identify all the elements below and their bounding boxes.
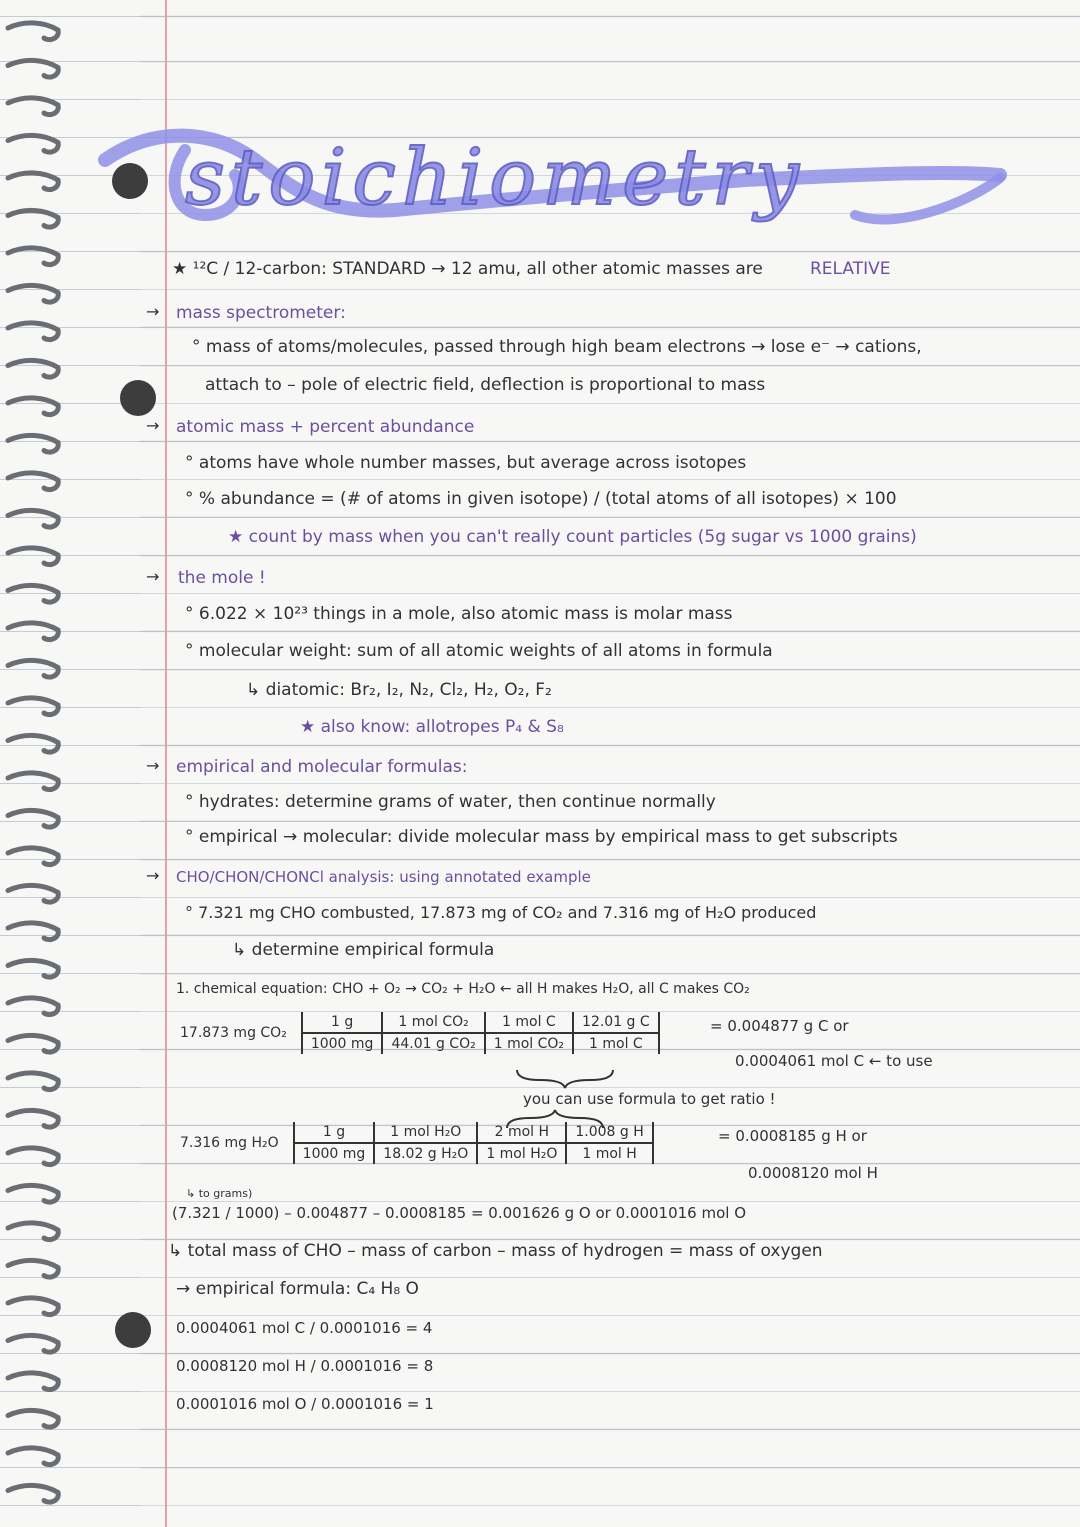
note-line: ° 6.022 × 10²³ things in a mole, also atomic mass is molar mass <box>185 604 733 624</box>
note-line: attach to – pole of electric field, deflection is proportional to mass <box>205 375 766 395</box>
co2-conversion-table <box>172 1012 660 1054</box>
note-line: 0.0004061 mol C / 0.0001016 = 4 <box>176 1319 433 1337</box>
spiral-coil <box>8 1410 58 1427</box>
bullet-arrow: → <box>146 567 160 586</box>
spiral-coil <box>8 1035 58 1052</box>
spiral-coil <box>8 60 58 77</box>
punch-hole-bottom <box>115 1312 151 1348</box>
section-heading: CHO/CHON/CHONCl analysis: using annotated example <box>176 868 591 886</box>
calc-result: = 0.0008185 g H or <box>718 1127 867 1145</box>
calc-start: 17.873 mg CO₂ <box>180 1025 287 1041</box>
calc-numerator: 1.008 g H <box>566 1122 652 1143</box>
note-line: ↳ determine empirical formula <box>232 940 495 960</box>
note-line: 0.0008120 mol H / 0.0001016 = 8 <box>176 1357 434 1375</box>
bullet-arrow: → <box>146 302 160 321</box>
calc-denominator: 1 mol C <box>573 1033 659 1054</box>
spiral-coil <box>8 98 58 115</box>
spiral-coil <box>8 735 58 752</box>
spiral-coil <box>8 1260 58 1277</box>
spiral-coil <box>8 773 58 790</box>
spiral-binding <box>0 0 70 1527</box>
calc-numerator: 1 mol CO₂ <box>382 1012 484 1033</box>
note-line: ↳ diatomic: Br₂, I₂, N₂, Cl₂, H₂, O₂, F₂ <box>246 680 552 700</box>
calc-denominator: 18.02 g H₂O <box>374 1143 477 1164</box>
spiral-coil <box>8 660 58 677</box>
star-note: ★ count by mass when you can't really count particles (5g sugar vs 1000 grains) <box>228 527 917 547</box>
note-line-emphasis: RELATIVE <box>810 259 891 279</box>
spiral-coil <box>8 173 58 190</box>
note-line: ° empirical → molecular: divide molecular mass by empirical mass to get subscripts <box>185 827 898 847</box>
spiral-coil <box>8 360 58 377</box>
spiral-coil <box>8 135 58 152</box>
section-heading: mass spectrometer: <box>176 303 346 323</box>
spiral-coil <box>8 585 58 602</box>
spiral-coil <box>8 435 58 452</box>
bullet-arrow: → <box>146 756 160 775</box>
margin-note: ↳ to grams) <box>186 1187 253 1200</box>
bullet-arrow: → <box>146 416 160 435</box>
spiral-coil <box>8 1073 58 1090</box>
calc-denominator: 1 mol H₂O <box>477 1143 566 1164</box>
spiral-coil <box>8 848 58 865</box>
spiral-coil <box>8 623 58 640</box>
note-line: ° atoms have whole number masses, but average across isotopes <box>185 453 747 473</box>
bullet-arrow: → <box>146 866 160 885</box>
spiral-coil <box>8 1298 58 1315</box>
calc-result: = 0.004877 g C or <box>710 1017 849 1035</box>
note-line: (7.321 / 1000) – 0.004877 – 0.0008185 = 0.001626 g O or 0.0001016 mol O <box>172 1204 747 1222</box>
spiral-coil <box>8 1148 58 1165</box>
curly-brace <box>515 1068 615 1090</box>
calc-numerator: 1 g <box>294 1122 375 1143</box>
section-heading: atomic mass + percent abundance <box>176 417 475 437</box>
star-note: ★ also know: allotropes P₄ & S₈ <box>300 717 564 737</box>
spiral-coil <box>8 210 58 227</box>
spiral-coil <box>8 1110 58 1127</box>
calc-denominator: 1000 mg <box>294 1143 375 1164</box>
note-line: ★ ¹²C / 12-carbon: STANDARD → 12 amu, all other atomic masses are <box>172 259 763 279</box>
calc-denominator: 1000 mg <box>302 1033 383 1054</box>
spiral-coil <box>8 698 58 715</box>
note-line: ° molecular weight: sum of all atomic weights of all atoms in formula <box>185 641 773 661</box>
spiral-coil <box>8 323 58 340</box>
punch-hole-middle <box>120 380 156 416</box>
section-heading: the mole ! <box>178 568 266 588</box>
note-line: you can use formula to get ratio ! <box>523 1090 776 1108</box>
spiral-coil <box>8 285 58 302</box>
note-line: ° hydrates: determine grams of water, then continue normally <box>185 792 716 812</box>
calc-numerator: 12.01 g C <box>573 1012 659 1033</box>
note-line: ° mass of atoms/molecules, passed through high beam electrons → lose e⁻ → cations, <box>192 337 922 357</box>
calc-result: 0.0008120 mol H <box>748 1164 878 1182</box>
page-title: stoichiometry <box>185 133 805 223</box>
spiral-coil <box>8 885 58 902</box>
spiral-coil <box>8 1185 58 1202</box>
calc-numerator: 1 mol C <box>485 1012 573 1033</box>
calc-start: 7.316 mg H₂O <box>180 1135 279 1151</box>
spiral-coil <box>8 1485 58 1502</box>
note-line: ° 7.321 mg CHO combusted, 17.873 mg of CO₂ and 7.316 mg of H₂O produced <box>185 903 817 922</box>
spiral-coil <box>8 473 58 490</box>
spiral-coil <box>8 923 58 940</box>
calc-denominator: 1 mol CO₂ <box>485 1033 573 1054</box>
h2o-conversion-table <box>172 1122 654 1164</box>
spiral-coil <box>8 248 58 265</box>
spiral-coil <box>8 548 58 565</box>
calc-denominator: 1 mol H <box>566 1143 652 1164</box>
calc-denominator: 44.01 g CO₂ <box>382 1033 484 1054</box>
spiral-coil <box>8 1223 58 1240</box>
spiral-coil <box>8 960 58 977</box>
note-line: ↳ total mass of CHO – mass of carbon – mass of hydrogen = mass of oxygen <box>168 1241 823 1261</box>
calc-numerator: 2 mol H <box>477 1122 566 1143</box>
spiral-coil <box>8 510 58 527</box>
spiral-coil <box>8 1335 58 1352</box>
spiral-coil <box>8 23 58 40</box>
note-line: 0.0001016 mol O / 0.0001016 = 1 <box>176 1395 434 1413</box>
spiral-coil <box>8 398 58 415</box>
calc-numerator: 1 mol H₂O <box>374 1122 477 1143</box>
spiral-coil <box>8 1373 58 1390</box>
calc-numerator: 1 g <box>302 1012 383 1033</box>
note-line: ° % abundance = (# of atoms in given isotope) / (total atoms of all isotopes) × 100 <box>185 489 897 509</box>
note-line: → empirical formula: C₄ H₈ O <box>176 1279 419 1299</box>
note-line: 1. chemical equation: CHO + O₂ → CO₂ + H₂O ← all H makes H₂O, all C makes CO₂ <box>176 981 750 997</box>
spiral-coil <box>8 998 58 1015</box>
spiral-coil <box>8 810 58 827</box>
section-heading: empirical and molecular formulas: <box>176 757 468 777</box>
spiral-coil <box>8 1448 58 1465</box>
calc-result: 0.0004061 mol C ← to use <box>735 1052 933 1070</box>
